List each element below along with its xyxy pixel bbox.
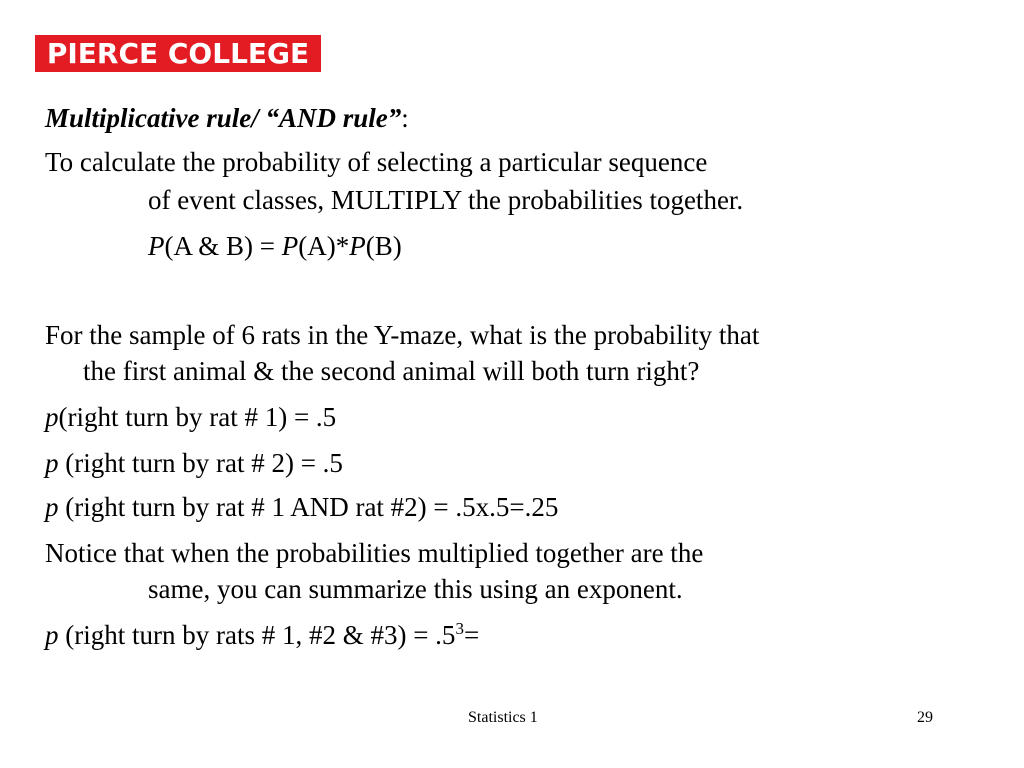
formula-text-2: (A)* [298,231,350,261]
rule-line-4 [45,619,479,651]
rule-line-2 [45,447,343,479]
paragraph-2-line-2: the first animal & the second animal will both turn right? [83,356,700,386]
formula-p-1: P [148,231,165,261]
footer-title: Statistics 1 [468,709,538,726]
paragraph-1-line-2: of event classes, MULTIPLY the probabilities together. [148,185,744,215]
heading-text: Multiplicative rule/ “AND rule” [45,103,402,133]
rule-4-text: (right turn by rats # 1, #2 & #3) = .5 [58,620,456,650]
notice-line-2: same, you can summarize this using an exponent. [148,574,683,604]
rule-3-p: p [45,492,59,522]
formula-p-3: P [349,231,366,261]
slide-heading [45,102,409,134]
paragraph-2-line-1: For the sample of 6 rats in the Y-maze, what is the probability that [45,320,760,350]
rule-2-p: p [45,448,59,478]
page-number: 29 [917,709,933,726]
rule-4-exponent: 3 [455,619,464,638]
paragraph-1-line-1: To calculate the probability of selecting a particular sequence [45,147,708,177]
pierce-college-logo: PIERCE COLLEGE [35,35,321,72]
formula-text-3: (B) [365,231,402,261]
rule-1-p: p [45,402,59,432]
rule-3-text: (right turn by rat # 1 AND rat #2) = .5x.5=.25 [58,492,559,522]
rule-4-tail: = [463,620,480,650]
heading-colon: : [401,103,409,133]
formula-text-1: (A & B) = [164,231,282,261]
rule-1-text: (right turn by rat # 1) = .5 [58,402,337,432]
rule-line-1 [45,401,336,433]
rule-line-3 [45,491,558,523]
rule-2-text: (right turn by rat # 2) = .5 [58,448,343,478]
formula-line [148,230,402,262]
formula-p-2: P [281,231,299,261]
rule-4-p: p [45,620,59,650]
notice-line-1: Notice that when the probabilities multiplied together are the [45,538,704,568]
